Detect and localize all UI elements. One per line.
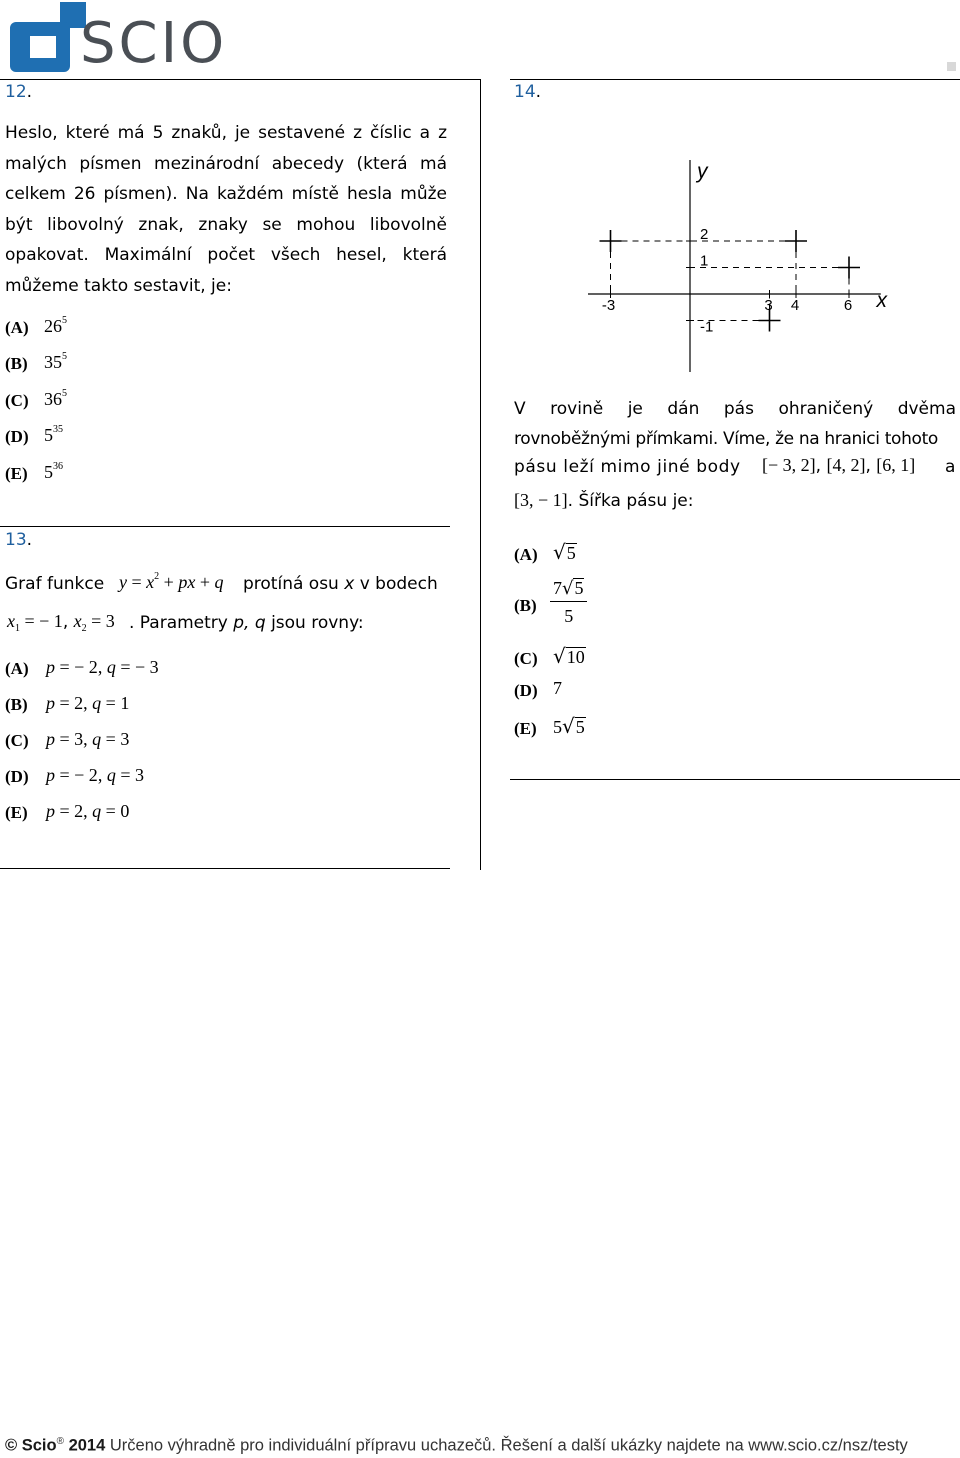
option-fraction [550,578,587,627]
option-letter: (C) [5,391,29,410]
registered-icon: ® [56,1436,64,1447]
option-p: 3 [74,729,84,749]
option-value: p = 3, q = 3 [46,729,130,749]
q13-text-line2 [129,613,364,633]
q14-text-line3-start: pásu leží mimo jiné body [514,457,741,477]
q14-question-end: . Šířka pásu je: [567,491,694,511]
option-letter: (B) [5,695,28,714]
option-value: p = − 2, q = 3 [46,765,144,785]
x-axis-label: x [876,289,887,312]
option-q: 3 [134,765,144,785]
q14-text-line1: V rovině je dán pás ohraničený dvěma [514,399,956,419]
option-letter: (E) [5,464,28,483]
top-rule-left [0,79,481,80]
radicand: 10 [566,647,585,667]
x-tick-label: -3 [601,297,616,314]
q13-option-d[interactable] [5,762,225,792]
q13-option-b[interactable] [5,690,225,720]
q12-text: Heslo, které má 5 znaků, je sestavené z číslic a z malých písmen mezinárodní abecedy (která má celkem 26 písmen). Na každém místě hesla může být libovolný znak, znaky se mohou libovolně opakovat. Maximální počet všech hesel, která můžeme takto sestavit, je: [5,123,447,296]
logo-wordmark: SCIO [80,11,228,76]
option-value: 7 [553,678,562,698]
q12-number-value: 12 [5,82,27,102]
option-q: 3 [120,729,130,749]
corner-mark [947,62,956,71]
q14-option-b[interactable] [514,578,714,634]
q13-option-a[interactable] [5,654,225,684]
option-value [44,389,67,410]
option-value [553,714,586,738]
q14-text-line4 [514,490,693,518]
q14-text-line2: rovnoběžnými přímkami. Víme, že na hranici tohoto [514,429,938,449]
option-base: 5 [44,425,53,445]
q14-option-e[interactable] [514,712,714,742]
option-letter: (E) [514,719,537,738]
q14-number: 14. [514,82,542,102]
option-letter: (A) [5,318,29,337]
radicand: 5 [575,717,585,737]
q13-line2 [5,611,447,637]
footer-text: Určeno výhradně pro individuální přípravu uchazečů. Řešení a další ukázky najdete na www.scio.cz/nsz/testy [109,1436,908,1455]
option-letter: (D) [5,767,29,786]
q13-var-x: x [344,574,355,594]
option-letter: (C) [5,731,29,750]
q14-points: [− 3, 2], [4, 2], [6, 1] [762,455,916,476]
x-tick-label: 4 [790,297,800,314]
option-base: 35 [44,352,62,372]
option-exponent: 5 [62,388,67,399]
option-letter: (B) [5,354,28,373]
q13-number: 13. [5,530,33,550]
q14-number-value: 14 [514,82,536,102]
x-tick-label: 3 [764,297,773,314]
q12-option-a[interactable] [5,312,205,342]
q14-option-c[interactable] [514,642,714,672]
option-base: 5 [44,462,53,482]
q13-option-e[interactable] [5,798,225,828]
option-exponent: 35 [53,424,63,435]
y-tick-label: -1 [700,318,714,336]
option-q: − 3 [134,657,159,677]
sqrt-icon: √ [553,644,566,668]
q13-line1 [5,572,447,598]
option-q: 0 [120,801,130,821]
point-2: [4, 2] [826,455,866,475]
option-p: − 2 [74,657,98,677]
q14-option-a[interactable] [514,538,714,568]
option-base: 36 [44,389,62,409]
q13-params-vars: p, q [233,613,266,633]
q13-roots: $x_1$ = − 1, $x_2 = 3$ [7,611,115,634]
footer-year: 2014 [68,1436,106,1455]
top-rule-right [510,79,960,80]
x-tick-label: 6 [843,297,853,314]
q13-option-c[interactable] [5,726,225,756]
option-letter: (C) [514,649,538,668]
coefficient: 5 [553,717,562,737]
option-value [553,644,586,668]
option-p: − 2 [74,765,98,785]
y-axis-label: y [697,160,708,183]
q14-bottom-rule [510,779,960,780]
footer-brand: © Scio [5,1436,57,1455]
footer [5,1436,908,1456]
option-letter: (D) [5,427,29,446]
q12-option-d[interactable] [5,421,205,451]
q14-option-d[interactable] [514,678,714,708]
q13-params-text: . Parametry [129,613,228,633]
option-value: p = 2, q = 0 [46,801,130,821]
q13-text-mid [243,574,438,594]
point-1: [− 3, 2] [762,455,816,475]
option-letter: (A) [514,545,538,564]
point-4: [3, − 1] [514,490,568,510]
q13-text-suffix: protíná osu [243,574,339,594]
option-letter: (E) [5,803,28,822]
scio-logo [8,2,248,74]
q14-graph [580,150,900,380]
sqrt-icon: √ [562,714,575,738]
y-tick-label: 1 [700,252,709,270]
point-3: [6, 1] [876,455,916,475]
option-value [44,352,67,373]
q12-option-b[interactable] [5,348,205,378]
sqrt-icon: √ [562,578,574,599]
option-letter: (B) [514,596,537,615]
q13-number-value: 13 [5,530,27,550]
q13-text-prefix: Graf funkce [5,574,105,594]
q12-bottom-rule [0,526,450,527]
q14-text-line3 [514,455,956,483]
option-value [553,540,577,564]
option-value [44,316,67,337]
option-value: p = − 2, q = − 3 [46,657,159,677]
numerator-radicand: 5 [574,578,584,598]
q12-option-e[interactable] [5,458,205,488]
option-p: 2 [74,801,84,821]
q13-params-end: jsou rovny: [271,613,364,633]
q14-text-line3-end: a [945,457,956,477]
option-q: 1 [120,693,130,713]
y-tick-label: 2 [700,226,709,243]
denominator: 5 [564,606,574,626]
sqrt-icon: √ [553,540,566,564]
q13-function: $y = x^2$ + px + q [119,571,224,592]
q12-number: 12. [5,82,33,102]
column-divider [480,79,481,870]
option-value [44,462,63,483]
option-letter: (A) [5,659,29,678]
q13-bottom-rule [0,868,450,869]
radicand: 5 [566,543,576,563]
option-value: p = 2, q = 1 [46,693,130,713]
option-base: 26 [44,316,62,336]
q13-text-end: v bodech [359,574,438,594]
option-value [44,425,63,446]
option-exponent: 36 [53,461,63,472]
option-p: 2 [74,693,84,713]
option-exponent: 5 [62,351,67,362]
coordinate-graph [580,150,900,380]
q12-option-c[interactable] [5,385,205,415]
option-letter: (D) [514,681,538,700]
option-exponent: 5 [62,315,67,326]
numerator-coefficient: 7 [553,578,562,598]
